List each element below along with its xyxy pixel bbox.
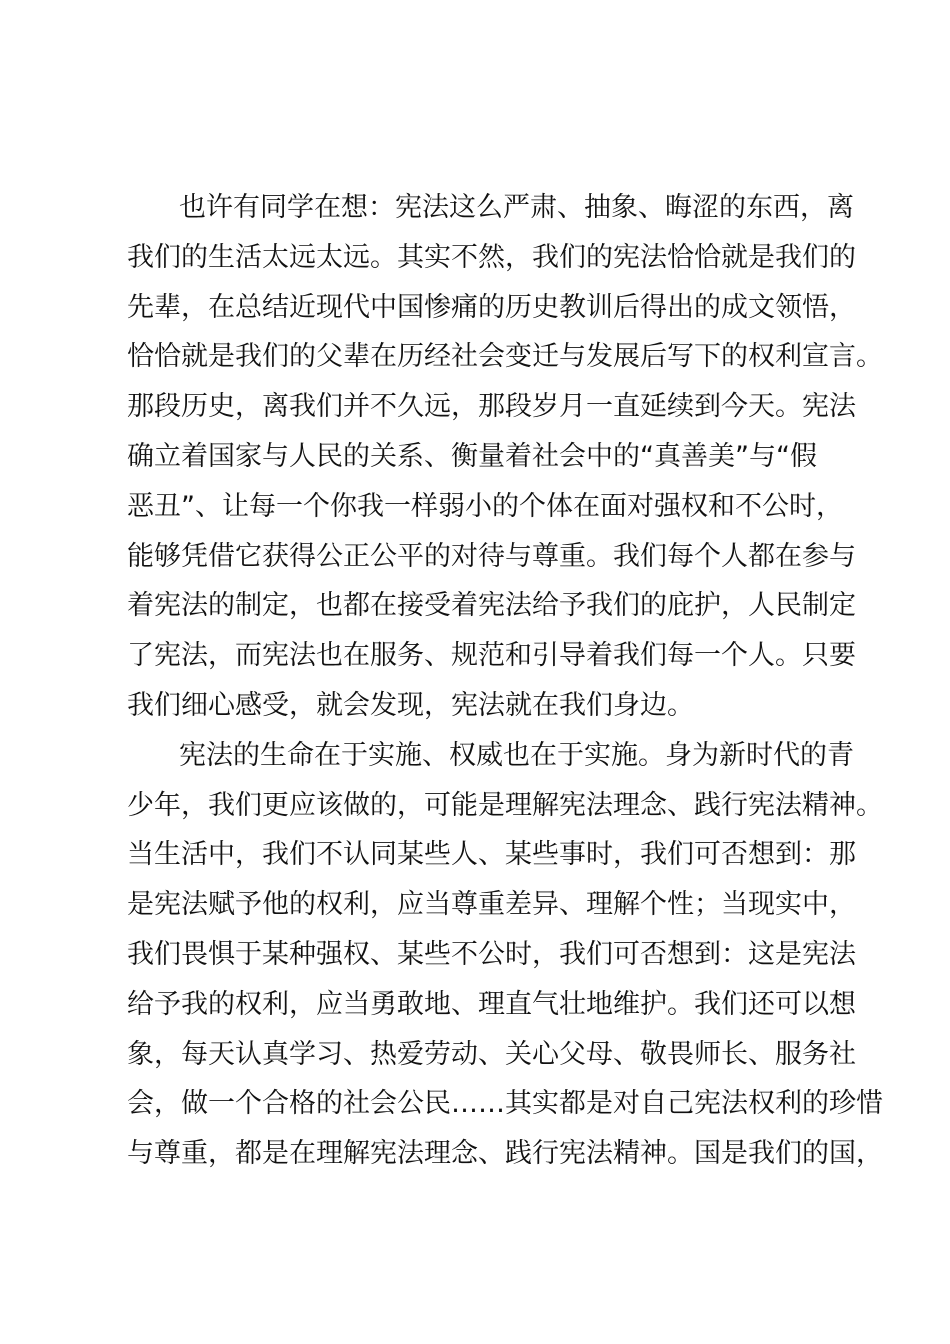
paragraph-line: 是宪法赋予他的权利，应当尊重差异、理解个性；当现实中， <box>127 889 856 921</box>
document-body <box>127 183 883 1179</box>
paragraph-line: 能够凭借它获得公正公平的对待与尊重。我们每个人都在参与 <box>127 540 856 572</box>
paragraph-line: 先辈，在总结近现代中国惨痛的历史教训后得出的成文领悟， <box>127 291 856 323</box>
paragraph-line: 我们畏惧于某种强权、某些不公时，我们可否想到：这是宪法 <box>127 938 856 970</box>
paragraph-line: 宪法的生命在于实施、权威也在于实施。身为新时代的青 <box>179 739 854 771</box>
paragraph-line: 少年，我们更应该做的，可能是理解宪法理念、践行宪法精神。 <box>127 789 883 821</box>
paragraph-line: 确立着国家与人民的关系、衡量着社会中的“真善美”与“假 <box>127 440 817 472</box>
paragraph-line: 我们的生活太远太远。其实不然，我们的宪法恰恰就是我们的 <box>127 241 856 273</box>
paragraph-line: 会，做一个合格的社会公民……其实都是对自己宪法权利的珍惜 <box>127 1088 883 1120</box>
paragraph-line: 象，每天认真学习、热爱劳动、关心父母、敬畏师长、服务社 <box>127 1038 856 1070</box>
paragraph-line: 了宪法，而宪法也在服务、规范和引导着我们每一个人。只要 <box>127 640 856 672</box>
paragraph-1 <box>127 183 883 731</box>
paragraph-line: 给予我的权利，应当勇敢地、理直气壮地维护。我们还可以想 <box>127 988 856 1020</box>
paragraph-line: 恶丑”、让每一个你我一样弱小的个体在面对强权和不公时， <box>127 490 843 522</box>
paragraph-line: 恰恰就是我们的父辈在历经社会变迁与发展后写下的权利宣言。 <box>127 341 883 373</box>
paragraph-line: 着宪法的制定，也都在接受着宪法给予我们的庇护，人民制定 <box>127 590 856 622</box>
paragraph-line: 当生活中，我们不认同某些人、某些事时，我们可否想到：那 <box>127 839 856 871</box>
paragraph-line: 那段历史，离我们并不久远，那段岁月一直延续到今天。宪法 <box>127 391 856 423</box>
paragraph-line: 也许有同学在想：宪法这么严肃、抽象、晦涩的东西，离 <box>179 192 854 223</box>
paragraph-line: 与尊重，都是在理解宪法理念、践行宪法精神。国是我们的国， <box>127 1138 883 1170</box>
paragraph-line: 我们细心感受，就会发现，宪法就在我们身边。 <box>127 689 694 721</box>
paragraph-2 <box>127 731 883 1179</box>
